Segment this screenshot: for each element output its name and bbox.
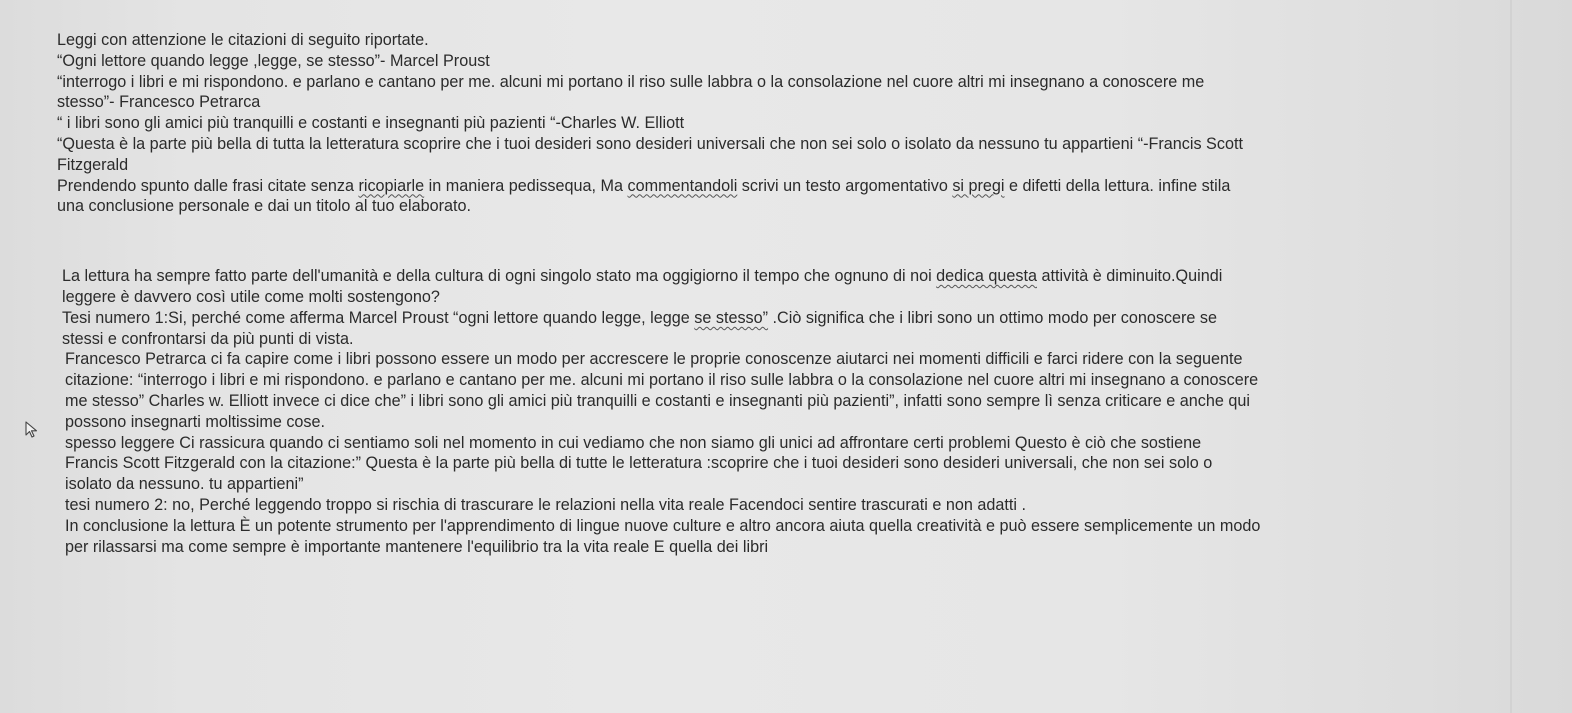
text-run: scrivi un testo argomentativo — [737, 176, 953, 195]
text-run: in maniera pedissequa, Ma — [424, 176, 628, 195]
document-text — [57, 30, 1527, 557]
essay-line: isolato da nessuno. tu appartieni” — [65, 475, 304, 494]
text-run: attività è diminuito.Quindi — [1036, 267, 1223, 286]
spellcheck-flagged-word: ricopiarle — [358, 176, 425, 195]
essay-line: Francesco Petrarca ci fa capire come i libri possono essere un modo per accrescere le proprie conoscenze aiutarci nei momenti difficili e farci ridere con la seguente — [65, 350, 1243, 369]
essay-line: tesi numero 2: no, Perché leggendo troppo si rischia di trascurare le relazioni nella vita reale Facendoci sentire trascurati e non adatti . — [65, 495, 1026, 514]
essay-line — [57, 266, 1527, 287]
essay-line: leggere è davvero così utile come molti sostengono? — [62, 287, 440, 306]
text-run: e difetti della lettura. infine stila — [1004, 176, 1231, 195]
spellcheck-flagged-word: se stesso” — [694, 308, 769, 327]
essay-line: citazione: “interrogo i libri e mi rispondono. e parlano e cantano per me. alcuni mi portano il riso sulle labbra o la consolazione nel cuore altri mi insegnano a conoscere — [65, 371, 1259, 390]
assignment-prompt — [57, 30, 1527, 217]
essay-line — [57, 308, 1527, 329]
essay-body — [57, 266, 1527, 557]
quote-petrarca: “interrogo i libri e mi rispondono. e parlano e cantano per me. alcuni mi portano il riso sulle labbra o la consolazione nel cuore altri mi insegnano a conoscere me — [57, 72, 1205, 91]
instruction-line — [57, 176, 1527, 197]
essay-line: In conclusione la lettura È un potente strumento per l'apprendimento di lingue nuove culture e altro ancora aiuta quella creatività e può essere semplicemente un modo — [65, 516, 1261, 535]
quote-fitzgerald-author: Fitzgerald — [57, 155, 129, 174]
quote-petrarca-author: stesso”- Francesco Petrarca — [57, 93, 261, 112]
quote-elliott: “ i libri sono gli amici più tranquilli e costanti e insegnanti più pazienti “-Charles W. Elliott — [57, 114, 685, 133]
instruction-line: una conclusione personale e dai un titolo al tuo elaborato. — [57, 197, 471, 216]
prompt-line: Leggi con attenzione le citazioni di seguito riportate. — [57, 31, 429, 49]
spellcheck-flagged-word: commentandoli — [627, 176, 738, 195]
spellcheck-flagged-word: si pregi — [952, 176, 1005, 195]
essay-line: spesso leggere Ci rassicura quando ci sentiamo soli nel momento in cui vediamo che non siamo gli unici ad affrontare certi problemi Questo è ciò che sostiene — [65, 433, 1202, 452]
essay-line: me stesso” Charles w. Elliott invece ci dice che” i libri sono gli amici più tranquilli e costanti e insegnanti più pazienti”, infatti sono sempre lì senza criticare e anche qui — [65, 391, 1250, 410]
essay-line: Francis Scott Fitzgerald con la citazione:” Questa è la parte più bella di tutte le letteratura :scoprire che i tuoi desideri sono desideri universali, che non sei solo o — [65, 454, 1213, 473]
quote-proust: “Ogni lettore quando legge ,legge, se stesso”- Marcel Proust — [57, 51, 490, 70]
quote-fitzgerald: “Questa è la parte più bella di tutta la letteratura scoprire che i tuoi desideri sono desideri universali che non sei solo o isolato da nessuno tu appartieni “-Francis Scott — [57, 134, 1243, 153]
essay-line: stessi e confrontarsi da più punti di vista. — [62, 329, 354, 348]
text-run: .Ciò significa che i libri sono un ottimo modo per conoscere se — [768, 308, 1218, 327]
mouse-pointer-icon — [25, 421, 39, 439]
spellcheck-flagged-word: dedica questa — [936, 267, 1037, 286]
essay-line: possono insegnarti moltissime cose. — [65, 412, 326, 431]
text-run: La lettura ha sempre fatto parte dell'umanità e della cultura di ogni singolo stato ma oggigiorno il tempo che ognuno di noi — [62, 267, 937, 286]
text-run: Tesi numero 1:Si, perché come afferma Marcel Proust “ogni lettore quando legge, legge — [62, 308, 695, 327]
paragraph-gap — [57, 217, 1527, 266]
essay-line: per rilassarsi ma come sempre è importante mantenere l'equilibrio tra la vita reale E quella dei libri — [65, 537, 769, 556]
text-run: Prendendo spunto dalle frasi citate senza — [57, 176, 359, 195]
